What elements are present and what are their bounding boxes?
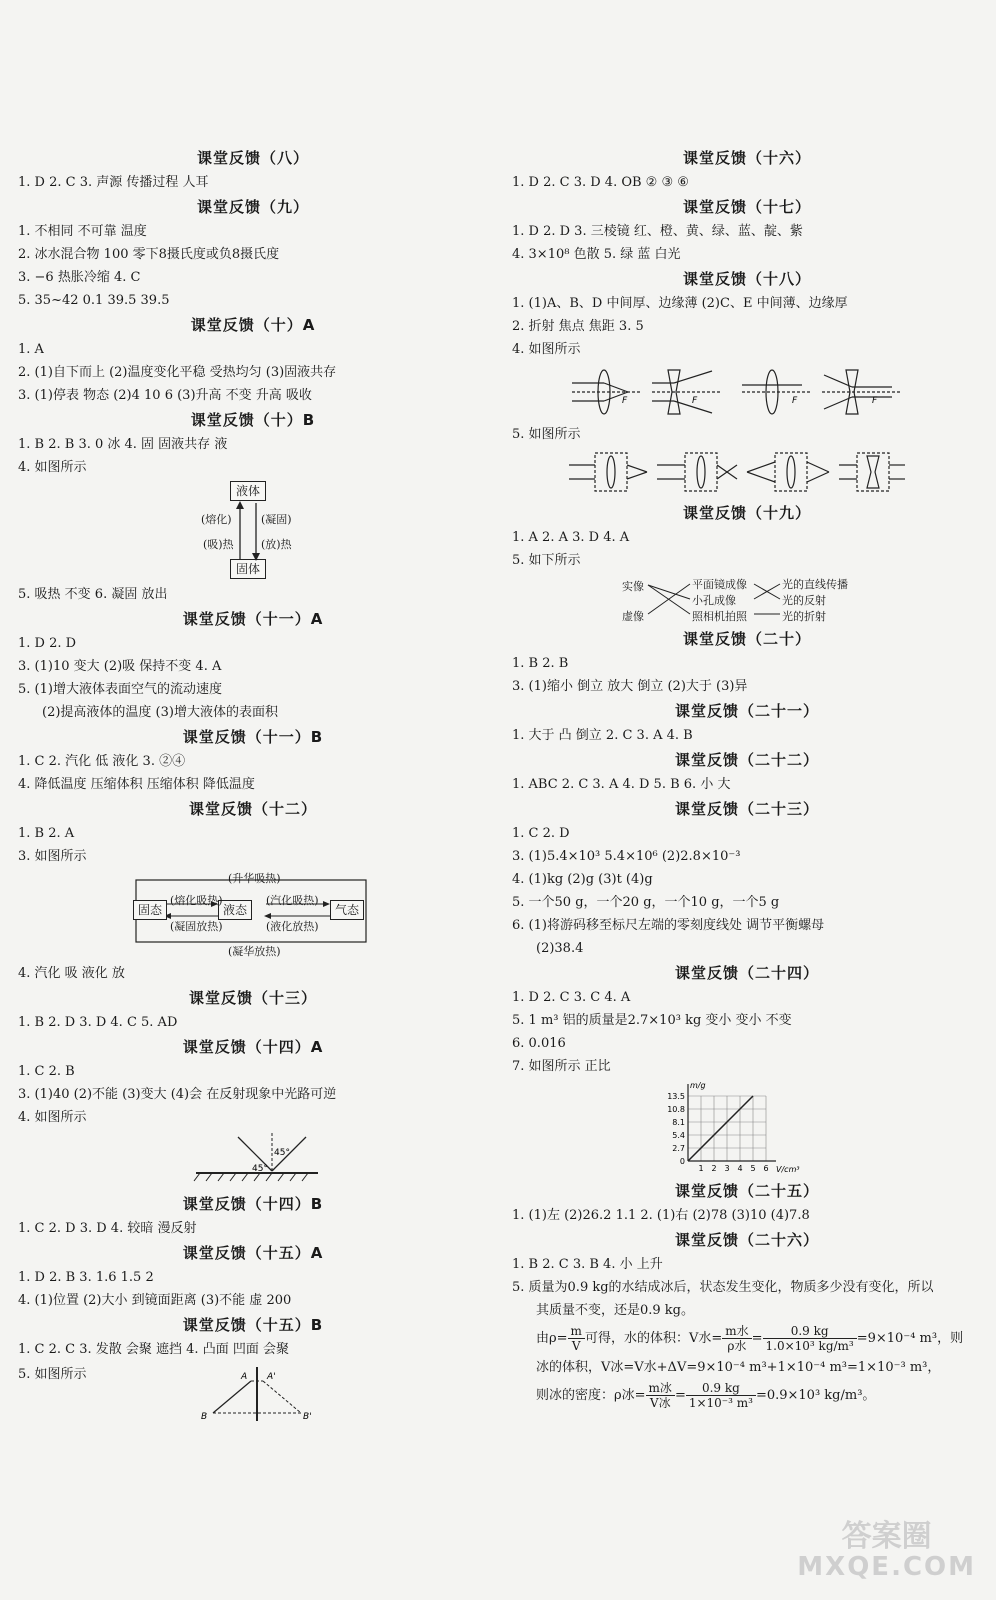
matching-figure [512, 574, 982, 624]
angle-label: 45° [252, 1164, 268, 1174]
match-label: 光的反射 [782, 594, 826, 607]
watermark-logo: 答案圈 [841, 1519, 932, 1554]
numerator: m水 [722, 1324, 751, 1339]
graph-svg [652, 1080, 822, 1176]
numerator: m [568, 1324, 585, 1339]
answer-line: 3. 如图所示 [18, 849, 87, 864]
right-column [512, 145, 982, 1413]
fraction [646, 1381, 675, 1410]
answer-line: 4. 如图所示 [18, 460, 87, 475]
answer-line: 6. (1)将游码移至标尺左端的零刻度线处 调节平衡螺母 [512, 918, 825, 933]
answer-line: 3. (1)10 变大 (2)吸 保持不变 4. A [18, 659, 222, 674]
angle-label: 45° [274, 1148, 290, 1158]
answer-line: 4. 汽化 吸 液化 放 [18, 966, 125, 981]
answer-line: 1. D 2. D 3. 三棱镜 红、橙、黄、绿、蓝、靛、紫 [512, 224, 803, 239]
x-axis-label: V/cm³ [776, 1165, 800, 1174]
answer-line: 1. B 2. C 3. B 4. 小 上升 [512, 1257, 663, 1272]
lens-boxes [567, 448, 907, 498]
label: (液化放热) [266, 920, 319, 933]
answer-line: 1. C 2. D 3. D 4. 较暗 漫反射 [18, 1221, 197, 1236]
match-label: 小孔成像 [692, 594, 736, 607]
y-tick: 10.8 [667, 1105, 685, 1114]
mass-volume-graph [512, 1080, 982, 1176]
mirror-image-diagram [193, 1365, 323, 1423]
point-label: A' [267, 1372, 276, 1382]
numerator: m冰 [646, 1381, 675, 1396]
answer-line: 6. 0.016 [512, 1036, 566, 1051]
section-heading: 课堂反馈（二十四） [674, 964, 819, 982]
answer-line: 5. 一个50 g，一个20 g，一个10 g，一个5 g [512, 895, 780, 910]
label: (凝固放热) [170, 920, 223, 933]
answer-line: 4. 降低温度 压缩体积 压缩体积 降低温度 [18, 777, 255, 792]
y-tick: 8.1 [672, 1118, 685, 1127]
answer-line: 5. 35~42 0.1 39.5 39.5 [18, 293, 170, 308]
section-heading: 课堂反馈（八） [196, 149, 309, 167]
answer-line: 冰的体积，V冰=V水+ΔV=9×10⁻⁴ m³+1×10⁻⁴ m³=1×10⁻³ m³， [536, 1360, 941, 1375]
denominator: ρ水 [727, 1339, 747, 1353]
section-heading: 课堂反馈（十）B [190, 411, 316, 429]
label: (升华吸热) [228, 872, 281, 885]
y-axis-label: m/g [690, 1081, 706, 1090]
answer-line: 5. 如下所示 [512, 553, 581, 568]
x-tick: 6 [763, 1164, 769, 1173]
section-heading: 课堂反馈（十二） [188, 800, 317, 818]
x-tick: 4 [737, 1164, 743, 1173]
section-heading: 课堂反馈（二十六） [674, 1231, 819, 1249]
answer-line: 3. −6 热胀冷缩 4. C [18, 270, 141, 285]
answer-line: 4. (1)位置 (2)大小 到镜面距离 (3)不能 虚 200 [18, 1293, 292, 1308]
three-state-figure [18, 870, 488, 960]
formula-text: 由ρ= [536, 1331, 568, 1346]
section-heading: 课堂反馈（二十） [682, 630, 811, 648]
lens-diagrams [562, 363, 932, 421]
formula-line [512, 1379, 982, 1413]
x-tick: 3 [724, 1164, 730, 1173]
section-heading: 课堂反馈（九） [196, 198, 309, 216]
answer-line: 4. 如图所示 [512, 342, 581, 357]
section-heading: 课堂反馈（十五）A [182, 1244, 324, 1262]
reflection-figure [18, 1131, 488, 1189]
numerator: 0.9 kg [686, 1381, 756, 1396]
answer-line: 1. B 2. A [18, 826, 75, 841]
site-watermark [797, 1519, 976, 1582]
arrows [218, 501, 278, 561]
section-heading: 课堂反馈（二十五） [674, 1182, 819, 1200]
y-tick: 13.5 [667, 1092, 685, 1101]
answer-line: 2. (1)自下而上 (2)温度变化平稳 受热均匀 (3)固液共存 [18, 365, 337, 380]
answer-line: (2)提高液体的温度 (3)增大液体的表面积 [42, 705, 278, 720]
answer-line: 3. (1)缩小 倒立 放大 倒立 (2)大于 (3)异 [512, 679, 748, 694]
section-heading: 课堂反馈（十四）B [182, 1195, 324, 1213]
y-tick: 0 [679, 1157, 685, 1166]
answer-line: 4. (1)kg (2)g (3)t (4)g [512, 872, 653, 887]
answer-line: 1. A [18, 342, 44, 357]
section-heading: 课堂反馈（十九） [682, 504, 811, 522]
answer-line: 1. (1)左 (2)26.2 1.1 2. (1)右 (2)78 (3)10 (4)7.8 [512, 1208, 810, 1223]
section-heading: 课堂反馈（十）A [190, 316, 316, 334]
answer-line: 5. (1)增大液体表面空气的流动速度 [18, 682, 222, 697]
match-label: 光的直线传播 [782, 578, 848, 591]
section-heading: 课堂反馈（十七） [682, 198, 811, 216]
match-label: 光的折射 [782, 610, 826, 623]
section-heading: 课堂反馈（十八） [682, 270, 811, 288]
answer-line: 1. D 2. C 3. 声源 传播过程 人耳 [18, 175, 209, 190]
fraction [722, 1324, 751, 1353]
answer-line: 1. D 2. C 3. D 4. OB ② ③ ⑥ [512, 175, 689, 190]
formula-text: = [674, 1388, 686, 1403]
answer-line: 5. 如图所示 [512, 427, 581, 442]
y-tick: 5.4 [672, 1131, 685, 1140]
solid-box: 固态 [133, 900, 167, 920]
liquid-box: 液态 [218, 900, 252, 920]
focus-label: F [622, 396, 628, 406]
match-label: 实像 [622, 580, 644, 593]
focus-label: F [872, 396, 878, 406]
answer-line: 1. C 2. B [18, 1064, 75, 1079]
answer-line: 7. 如图所示 正比 [512, 1059, 611, 1074]
answer-line: 1. (1)A、B、D 中间厚、边缘薄 (2)C、E 中间薄、边缘厚 [512, 296, 848, 311]
x-tick: 1 [698, 1164, 704, 1173]
answer-line: 1. A 2. A 3. D 4. A [512, 530, 630, 545]
mirror-diagram [188, 1131, 328, 1189]
match-label: 虚像 [622, 610, 644, 623]
answer-line: 3. (1)停表 物态 (2)4 10 6 (3)升高 不变 升高 吸收 [18, 388, 312, 403]
left-column [18, 145, 488, 1425]
denominator: 1.0×10³ kg/m³ [765, 1339, 854, 1353]
formula-text: 可得，水的体积：V水= [584, 1331, 723, 1346]
answer-line: 2. 折射 焦点 焦距 3. 5 [512, 319, 644, 334]
liquid-box: 液体 [230, 481, 266, 501]
phase-change-figure [18, 481, 488, 581]
answer-line: 5. 1 m³ 铝的质量是2.7×10³ kg 变小 变小 不变 [512, 1013, 792, 1028]
denominator: V冰 [649, 1396, 671, 1410]
section-heading: 课堂反馈（二十一） [674, 702, 819, 720]
formula-line [512, 1322, 982, 1356]
answer-line: 1. C 2. D [512, 826, 570, 841]
answer-line: 1. B 2. B 3. 0 冰 4. 固 固液共存 液 [18, 437, 228, 452]
answer-line: 4. 如图所示 [18, 1110, 87, 1125]
answer-line: 3. (1)40 (2)不能 (3)变大 (4)会 在反射现象中光路可逆 [18, 1087, 337, 1102]
fraction [568, 1324, 585, 1353]
answer-line: 5. 如图所示 [18, 1367, 87, 1382]
label: (熔化吸热) [170, 894, 223, 907]
section-heading: 课堂反馈（十六） [682, 149, 811, 167]
answer-line: 5. 吸热 不变 6. 凝固 放出 [18, 587, 168, 602]
section-heading: 课堂反馈（十五）B [182, 1316, 324, 1334]
answer-line: 1. ABC 2. C 3. A 4. D 5. B 6. 小 大 [512, 777, 731, 792]
answer-line: 1. C 2. C 3. 发散 会聚 遮挡 4. 凸面 凹面 会聚 [18, 1342, 289, 1357]
answer-line: 3. (1)5.4×10³ 5.4×10⁶ (2)2.8×10⁻³ [512, 849, 741, 864]
section-heading: 课堂反馈（十三） [188, 989, 317, 1007]
formula-text: =9×10⁻⁴ m³，则 [856, 1331, 964, 1346]
answer-line: 1. B 2. D 3. D 4. C 5. AD [18, 1015, 178, 1030]
answer-line: (2)38.4 [536, 941, 584, 956]
lens-box-figure [512, 448, 982, 498]
gas-box: 气态 [330, 900, 364, 920]
focus-label: F [792, 396, 798, 406]
match-lines [642, 574, 792, 624]
watermark-url: MXQE.COM [797, 1552, 976, 1582]
denominator: V [571, 1339, 581, 1353]
answer-line: 1. C 2. 汽化 低 液化 3. ②④ [18, 754, 186, 769]
denominator: 1×10⁻³ m³ [688, 1396, 753, 1410]
fraction [763, 1324, 857, 1353]
numerator: 0.9 kg [763, 1324, 857, 1339]
fraction [686, 1381, 756, 1410]
answer-line: 1. D 2. D [18, 636, 77, 651]
lens-ray-figure [512, 363, 982, 421]
label: (放)热 [261, 538, 292, 551]
answer-line: 1. B 2. B [512, 656, 569, 671]
formula-text: =0.9×10³ kg/m³。 [755, 1388, 876, 1403]
formula-text: = [751, 1331, 763, 1346]
mirror-image-figure [18, 1363, 488, 1423]
label: (汽化吸热) [266, 894, 319, 907]
answer-line: 1. D 2. B 3. 1.6 1.5 2 [18, 1270, 154, 1285]
section-heading: 课堂反馈（二十二） [674, 751, 819, 769]
match-label: 照相机拍照 [692, 610, 747, 623]
answer-line: 5. 质量为0.9 kg的水结成冰后，状态发生变化，物质多少没有变化，所以 [512, 1280, 934, 1295]
answer-line: 4. 3×10⁸ 色散 5. 绿 蓝 白光 [512, 247, 681, 262]
label: (凝华放热) [228, 945, 281, 958]
x-tick: 2 [711, 1164, 717, 1173]
section-heading: 课堂反馈（二十三） [674, 800, 819, 818]
answer-line: 1. D 2. C 3. C 4. A [512, 990, 631, 1005]
label: (熔化) [201, 513, 232, 526]
focus-label: F [692, 396, 698, 406]
label: (凝固) [261, 513, 292, 526]
answer-line: 1. 大于 凸 倒立 2. C 3. A 4. B [512, 728, 693, 743]
section-heading: 课堂反馈（十一）A [182, 610, 324, 628]
answer-line: 2. 冰水混合物 100 零下8摄氏度或负8摄氏度 [18, 247, 280, 262]
answer-line: 其质量不变，还是0.9 kg。 [536, 1303, 695, 1318]
section-heading: 课堂反馈（十四）A [182, 1038, 324, 1056]
formula-text: 则冰的密度：ρ冰= [536, 1388, 646, 1403]
answer-line: 1. 不相同 不可靠 温度 [18, 224, 147, 239]
x-tick: 5 [750, 1164, 756, 1173]
point-label: B [201, 1412, 208, 1422]
section-heading: 课堂反馈（十一）B [182, 728, 324, 746]
point-label: B' [303, 1412, 312, 1422]
label: (吸)热 [203, 538, 234, 551]
point-label: A [241, 1372, 248, 1382]
solid-box: 固体 [230, 559, 266, 579]
match-label: 平面镜成像 [692, 578, 747, 591]
y-tick: 2.7 [672, 1144, 685, 1153]
